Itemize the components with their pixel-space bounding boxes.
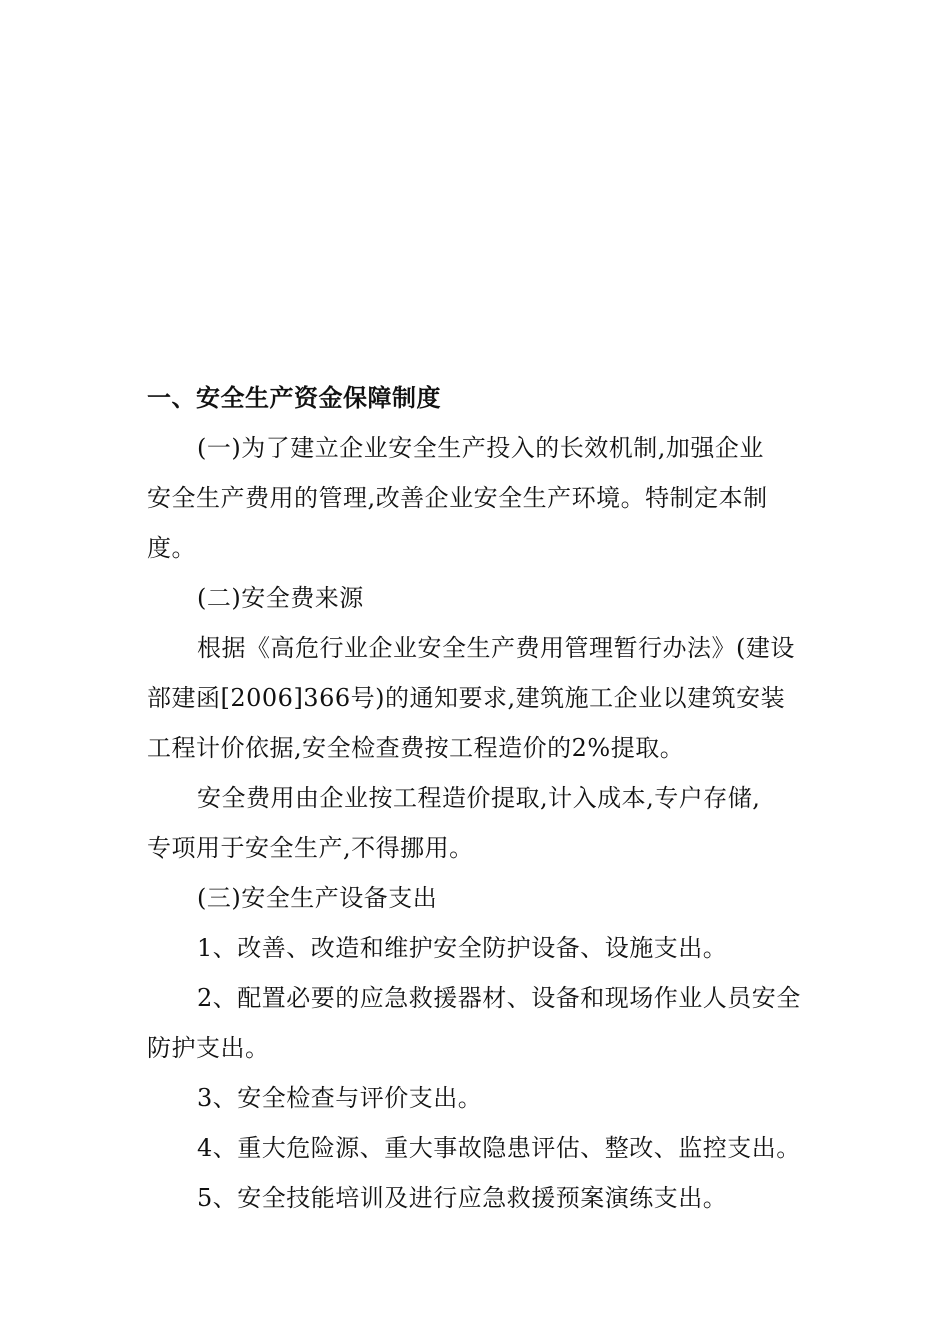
- section-heading: 一、安全生产资金保障制度: [147, 384, 441, 412]
- list-item-continuation: 防护支出。: [147, 1034, 270, 1062]
- paragraph-line: 部建函[2006]366号)的通知要求,建筑施工企业以建筑安装: [147, 684, 786, 712]
- paragraph-line: (一)为了建立企业安全生产投入的长效机制,加强企业: [197, 434, 764, 462]
- subheading-line: (三)安全生产设备支出: [197, 884, 438, 912]
- list-item: 2、配置必要的应急救援器材、设备和现场作业人员安全: [197, 984, 801, 1012]
- paragraph-line: 工程计价依据,安全检查费按工程造价的2%提取。: [147, 734, 685, 762]
- list-item: 3、安全检查与评价支出。: [197, 1084, 483, 1112]
- paragraph-line: 专项用于安全生产,不得挪用。: [147, 834, 474, 862]
- list-item: 4、重大危险源、重大事故隐患评估、整改、监控支出。: [197, 1134, 801, 1162]
- paragraph-line: 根据《高危行业企业安全生产费用管理暂行办法》(建设: [197, 634, 795, 662]
- paragraph-line: 度。: [147, 534, 196, 562]
- subheading-line: (二)安全费来源: [197, 584, 364, 612]
- paragraph-line: 安全费用由企业按工程造价提取,计入成本,专户存储,: [197, 784, 761, 812]
- paragraph-line: 安全生产费用的管理,改善企业安全生产环境。特制定本制: [147, 484, 768, 512]
- document-body: [147, 375, 807, 1225]
- list-item: 5、安全技能培训及进行应急救援预案演练支出。: [197, 1184, 728, 1212]
- list-item: 1、改善、改造和维护安全防护设备、设施支出。: [197, 934, 728, 962]
